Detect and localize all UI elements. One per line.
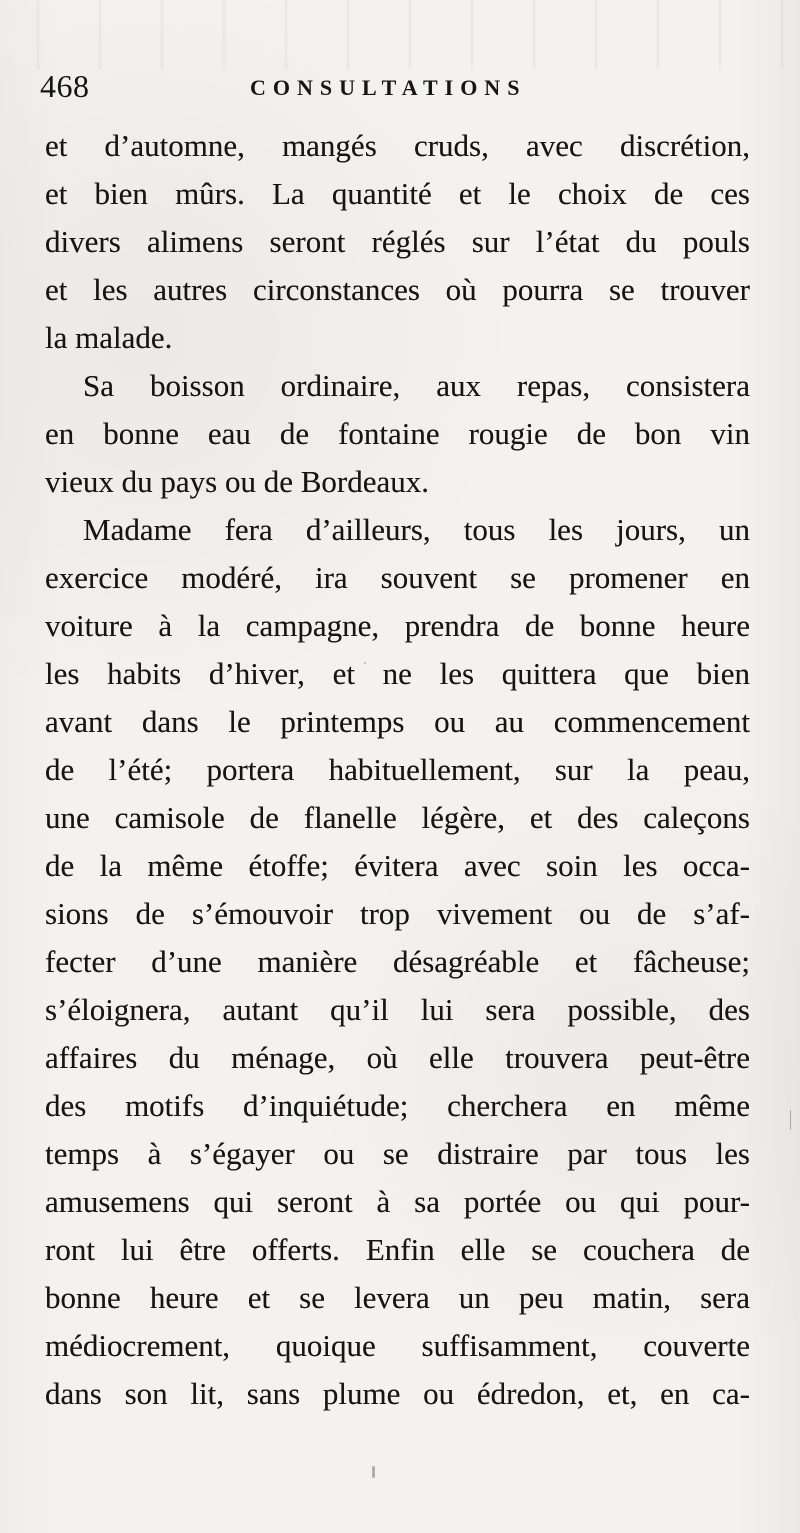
text-line-25: bonne heure et se levera un peu matin, sera [45,1280,750,1315]
text-line-8: vieux du pays ou de Bordeaux. [45,464,429,499]
page-number: 468 [40,68,90,104]
text-line-5: la malade. [45,320,173,355]
show-through-text-shadow [0,0,800,70]
text-line-7: en bonne eau de fontaine rougie de bon vin [45,416,750,451]
text-line-19: s’éloignera, autant qu’il lui sera possible, des [45,992,750,1027]
text-line-16: de la même étoffe; évitera avec soin les occa- [45,848,750,883]
text-line-24: ront lui être offerts. Enfin elle se couchera de [45,1232,750,1267]
text-line-23: amusemens qui seront à sa portée ou qui pour- [45,1184,750,1219]
text-line-15: une camisole de flanelle légère, et des caleçons [45,800,750,835]
text-line-21: des motifs d’inquiétude; cherchera en même [45,1088,750,1123]
text-line-26: médiocrement, quoique suffisamment, couverte [45,1328,750,1363]
text-line-13: avant dans le printemps ou au commencement [45,704,750,739]
text-line-22: temps à s’égayer ou se distraire par tous les [45,1136,750,1171]
running-head: CONSULTATIONS [250,75,527,100]
text-line-11: voiture à la campagne, prendra de bonne heure [45,608,750,643]
text-line-27: dans son lit, sans plume ou édredon, et, en ca- [45,1376,750,1411]
text-line-9: Madame fera d’ailleurs, tous les jours, un [83,512,750,547]
text-line-3: divers alimens seront réglés sur l’état du pouls [45,224,750,259]
text-line-4: et les autres circonstances où pourra se trouver [45,272,750,307]
paper-speck [372,1466,375,1478]
paper-speck [364,662,366,664]
page-header [40,66,760,116]
text-line-1: et d’automne, mangés cruds, avec discrétion, [45,128,750,163]
text-line-6: Sa boisson ordinaire, aux repas, consistera [83,368,750,403]
text-line-18: fecter d’une manière désagréable et fâcheuse; [45,944,750,979]
body-text [45,123,750,1431]
text-line-17: sions de s’émouvoir trop vivement ou de s’af- [45,896,750,931]
text-line-2: et bien mûrs. La quantité et le choix de ces [45,176,750,211]
text-line-12: les habits d’hiver, et ne les quittera que bien [45,656,750,691]
text-line-20: affaires du ménage, où elle trouvera peut-être [45,1040,750,1075]
text-line-14: de l’été; portera habituellement, sur la peau, [45,752,750,787]
paper-speck [790,1110,791,1130]
text-line-10: exercice modéré, ira souvent se promener en [45,560,750,595]
